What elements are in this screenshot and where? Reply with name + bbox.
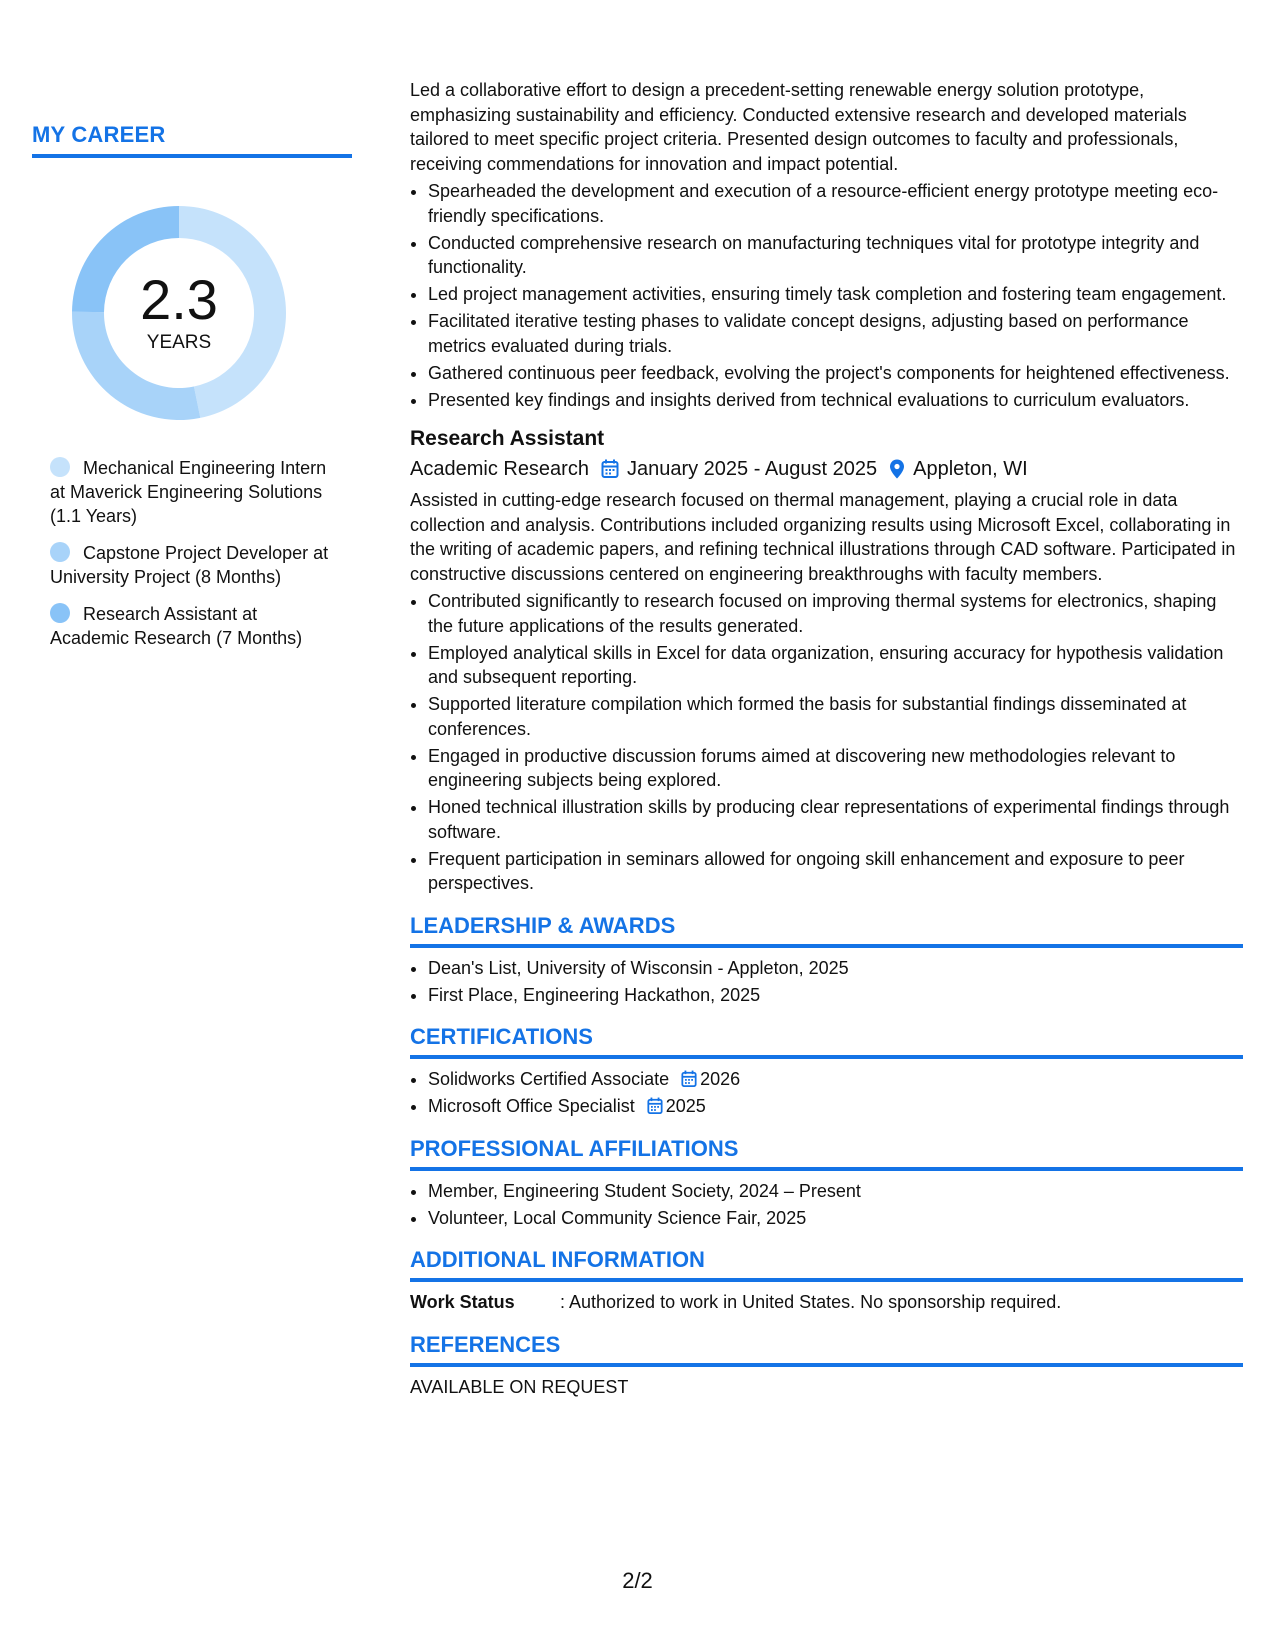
list-item: • First Place, Engineering Hackathon, 2025 [428,983,1243,1008]
section-title-leadership: LEADERSHIP & AWARDS [410,912,1243,948]
job-title: Research Assistant [410,427,605,450]
references-text: AVAILABLE ON REQUEST [410,1376,629,1397]
cert-name: • Solidworks Certified Associate [428,1069,670,1089]
calendar-icon [647,1097,663,1115]
legend-item [50,456,340,528]
sidebar-title: MY CAREER [32,122,352,158]
legend-dot-icon [50,457,70,477]
cert-year: 2025 [665,1096,706,1116]
work-status-value: : Authorized to work in United States. No sponsorship required. [560,1292,1062,1312]
calendar-icon [601,459,619,479]
legend-item [50,541,340,589]
main-content [410,78,1243,1399]
list-item: • Employed analytical skills in Excel for data organization, ensuring accuracy for hypothesis validation and subsequent reporting. [428,641,1243,690]
job-location: Appleton, WI [913,458,1028,480]
job-summary: Assisted in cutting-edge research focused on thermal management, playing a crucial role in data collection and analysis. Contributions included organizing results using Microsoft Excel, collaborating in the writing of academic papers, and refining technical illustrations through CAD software. Participated in constructive discussions centered on engineering breakthroughs with faculty members. [410,490,1236,584]
list-item: • Volunteer, Local Community Science Fair, 2025 [428,1206,1243,1231]
list-item: • Facilitated iterative testing phases to validate concept designs, adjusting based on performance metrics evaluated during trials. [428,309,1243,358]
certifications-list [410,1067,1243,1119]
legend-label: Mechanical Engineering Intern at Maverick Engineering Solutions (1.1 Years) [50,458,327,526]
list-item: • Presented key findings and insights derived from technical evaluations to curriculum evaluators. [428,388,1243,413]
job-company: Academic Research [410,458,589,480]
legend-dot-icon [50,542,70,562]
section-title-references: REFERENCES [410,1331,1243,1367]
list-item: • Dean's List, University of Wisconsin - Appleton, 2025 [428,956,1243,981]
work-status-row [410,1290,1243,1315]
donut-unit: YEARS [146,332,212,353]
list-item [428,1067,1243,1092]
calendar-icon [681,1070,697,1088]
list-item: • Spearheaded the development and execution of a resource-efficient energy prototype meeting eco-friendly specifications. [428,179,1243,228]
project-summary: Led a collaborative effort to design a precedent-setting renewable energy solution prototype, emphasizing sustainability and efficiency. Conducted extensive research and developed materials tailored to meet specific project criteria. Presented design outcomes to faculty and professionals, receiving commendations for innovation and impact potential. [410,80,1187,174]
legend-label: Research Assistant at Academic Research (7 Months) [50,604,303,648]
list-item: • Contributed significantly to research focused on improving thermal systems for electronics, shaping the future applications of the results generated. [428,589,1243,638]
job-meta [410,454,1243,484]
donut-center [64,198,294,428]
list-item: • Frequent participation in seminars allowed for ongoing skill enhancement and exposure to peer perspectives. [428,847,1243,896]
affiliations-list [410,1179,1243,1231]
career-donut-chart [64,198,294,428]
donut-value: 2.3 [140,268,218,331]
legend-label: Capstone Project Developer at University Project (8 Months) [50,543,329,587]
work-status-label: Work Status [410,1292,515,1312]
project-bullets [410,179,1243,412]
legend-item [50,602,340,650]
list-item: • Conducted comprehensive research on manufacturing techniques vital for prototype integrity and functionality. [428,231,1243,280]
location-pin-icon [889,459,905,479]
career-legend [50,456,340,650]
page-number: 2/2 [622,1568,653,1593]
list-item [428,1094,1243,1119]
list-item: • Supported literature compilation which formed the basis for substantial findings disseminated at conferences. [428,692,1243,741]
list-item: • Gathered continuous peer feedback, evolving the project's components for heightened effectiveness. [428,361,1243,386]
cert-name: • Microsoft Office Specialist [428,1096,635,1116]
section-title-affiliations: PROFESSIONAL AFFILIATIONS [410,1135,1243,1171]
job-dates: January 2025 - August 2025 [626,458,878,480]
legend-dot-icon [50,603,70,623]
leadership-list [410,956,1243,1008]
job-bullets [410,589,1243,896]
section-title-certifications: CERTIFICATIONS [410,1023,1243,1059]
section-title-additional: ADDITIONAL INFORMATION [410,1246,1243,1282]
list-item: • Honed technical illustration skills by producing clear representations of experimental findings through software. [428,795,1243,844]
list-item: • Member, Engineering Student Society, 2024 – Present [428,1179,1243,1204]
list-item: • Engaged in productive discussion forums aimed at discovering new methodologies relevant to engineering subjects being explored. [428,744,1243,793]
cert-year: 2026 [700,1069,741,1089]
list-item: • Led project management activities, ensuring timely task completion and fostering team engagement. [428,282,1243,307]
sidebar [32,122,352,663]
